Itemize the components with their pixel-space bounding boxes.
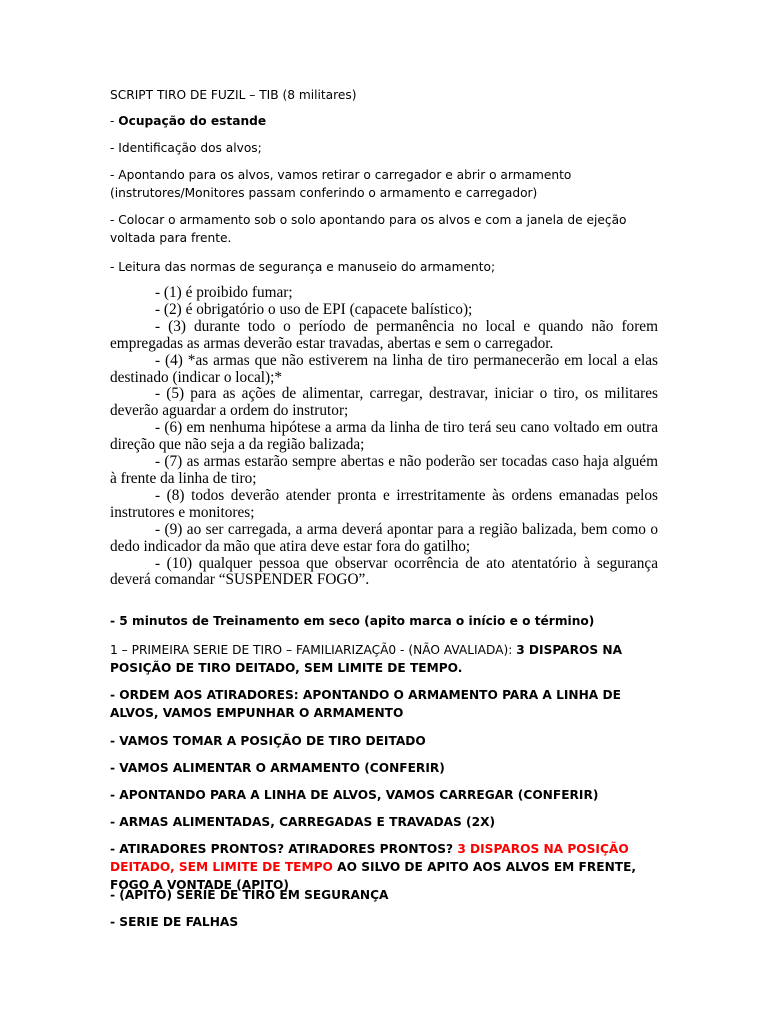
serie-prefix: 1 – PRIMEIRA SERIE DE TIRO – FAMILIARIZAÇÃ0 - (NÃO AVALIADA): (110, 643, 517, 657)
safety-rule: - (5) para as ações de alimentar, carregar, destravar, iniciar o tiro, os militares deverão aguardar a ordem do instrutor; (110, 385, 658, 420)
paragraph-apontando: - Apontando para os alvos, vamos retirar o carregador e abrir o armamento (instrutores/Monitores passam conferindo o armamento e carregador) (110, 168, 572, 200)
safety-rule: - (7) as armas estarão sempre abertas e não poderão ser tocadas caso haja alguém à frente da linha de tiro; (110, 453, 658, 487)
prontos-prefix: - ATIRADORES PRONTOS? ATIRADORES PRONTOS? (110, 842, 458, 856)
paragraph-alimentar: - VAMOS ALIMENTAR O ARMAMENTO (CONFERIR) (110, 761, 445, 775)
safety-rule: - (6) em nenhuma hipótese a arma da linha de tiro terá seu cano voltado em outra direção que não seja a da região balizada; (110, 419, 658, 454)
ocupacao-label: Ocupação do estande (118, 114, 267, 128)
safety-rule: - (3) durante todo o período de permanência no local e quando não forem empregadas as armas deverão estar travadas, abertas e sem o carregador. (110, 317, 658, 352)
paragraph-ordem: - ORDEM AOS ATIRADORES: APONTANDO O ARMAMENTO PARA A LINHA DE ALVOS, VAMOS EMPUNHAR O ARMAMENTO (110, 688, 621, 720)
serie-bold: 3 DISPAROS NA POSIÇÃO DE TIRO DEITADO, SEM LIMITE DE TEMPO. (110, 643, 622, 675)
paragraph-colocar: - Colocar o armamento sob o solo apontando para os alvos e com a janela de ejeção voltada para frente. (110, 213, 627, 245)
section-ocupacao (110, 112, 658, 130)
prontos-suffix: AO SILVO DE APITO AOS ALVOS EM FRENTE, FOGO A VONTADE (APITO) (110, 860, 637, 892)
safety-rule: - (4) *as armas que não estiverem na linha de tiro permanecerão em local a elas destinado (indicar o local);* (110, 351, 658, 386)
paragraph-treinamento: - 5 minutos de Treinamento em seco (apito marca o início e o término) (110, 614, 595, 628)
safety-rule: - (8) todos deverão atender pronta e irrestritamente às ordens emanadas pelos instrutores e monitores; (110, 486, 658, 521)
paragraph-leitura: - Leitura das normas de segurança e manuseio do armamento; (110, 260, 496, 274)
paragraph-identificacao: - Identificação dos alvos; (110, 141, 262, 155)
safety-rules-list (110, 285, 658, 589)
paragraph-tomar: - VAMOS TOMAR A POSIÇÃO DE TIRO DEITADO (110, 734, 426, 748)
safety-rule: - (2) é obrigatório o uso de EPI (capacete balístico); (155, 300, 473, 318)
safety-rule: - (10) qualquer pessoa que observar ocorrência de ato atentatório à segurança deverá comandar “SUSPENDER FOGO”. (110, 554, 658, 589)
paragraph-primeira-serie (110, 641, 658, 677)
paragraph-armas: - ARMAS ALIMENTADAS, CARREGADAS E TRAVADAS (2X) (110, 815, 496, 829)
dash: - (110, 114, 119, 128)
prontos-highlight: 3 DISPAROS NA POSIÇÃO DEITADO, SEM LIMITE DE TEMPO (110, 842, 629, 874)
document-title: SCRIPT TIRO DE FUZIL – TIB (8 militares) (110, 88, 357, 102)
safety-rule: - (1) é proibido fumar; (155, 284, 293, 301)
paragraph-falhas: - SERIE DE FALHAS (110, 915, 239, 929)
paragraph-apito: - (APITO) SERIE DE TIRO EM SEGURANÇA (110, 888, 389, 902)
paragraph-carregar: - APONTANDO PARA A LINHA DE ALVOS, VAMOS CARREGAR (CONFERIR) (110, 788, 599, 802)
safety-rule: - (9) ao ser carregada, a arma deverá apontar para a região balizada, bem como o dedo indicador da mão que atira deve estar fora do gatilho; (110, 520, 658, 555)
